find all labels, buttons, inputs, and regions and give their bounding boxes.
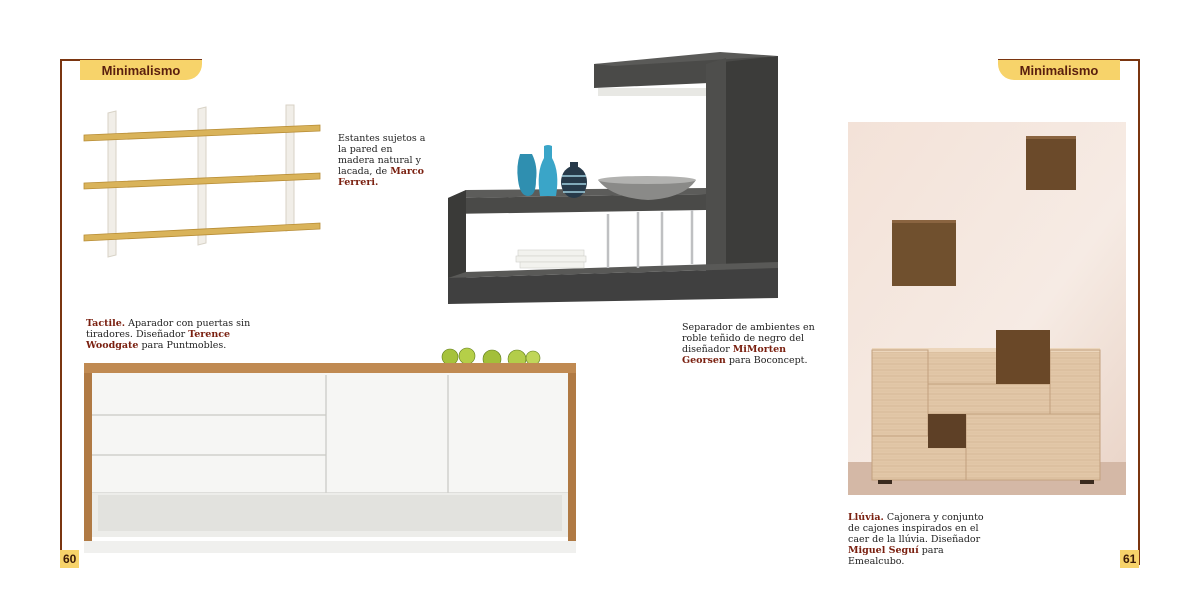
designer-mimorten-georsen: MiMorten Georsen: [682, 344, 787, 366]
product-title-lluvia: Llúvia.: [848, 512, 884, 523]
caption-lluvia: [848, 512, 998, 567]
designer-marco-ferreri: Marco Ferreri.: [338, 166, 425, 188]
caption-separador: [682, 322, 827, 366]
section-tab-right: Minimalismo: [998, 60, 1120, 80]
caption-shelves: [338, 133, 428, 188]
designer-terence-woodgate: Terence Woodgate: [86, 329, 231, 351]
product-title-tactile: Tactile.: [86, 318, 126, 329]
caption-shelves-text: Estantes sujetos a la pared en madera natural y lacada, de: [338, 133, 426, 177]
room-divider-image: [448, 50, 778, 308]
caption-separador-text2: para Boconcept.: [725, 355, 808, 366]
caption-lluvia-text1: Cajonera y conjunto de cajones inspirados en el caer de la llúvia. Diseñador: [848, 512, 984, 545]
drawer-set-image: [848, 122, 1126, 495]
right-page-rule-side: [1138, 59, 1140, 565]
caption-lluvia-text2: para Emealcubo.: [848, 545, 944, 567]
section-tab-left: Minimalismo: [80, 60, 202, 80]
page-number-left: 60: [60, 550, 79, 568]
caption-tactile-text1: Aparador con puertas sin tiradores. Diseñador: [86, 318, 251, 340]
designer-miguel-segui: Miguel Seguí: [848, 545, 919, 556]
left-page-rule-side: [60, 59, 62, 565]
caption-separador-text1: Separador de ambientes en roble teñido de negro del diseñador: [682, 322, 815, 355]
sideboard-image: [80, 345, 578, 557]
page-number-right: 61: [1120, 550, 1139, 568]
caption-tactile-text2: para Puntmobles.: [138, 340, 227, 351]
shelf-image: [80, 105, 330, 265]
